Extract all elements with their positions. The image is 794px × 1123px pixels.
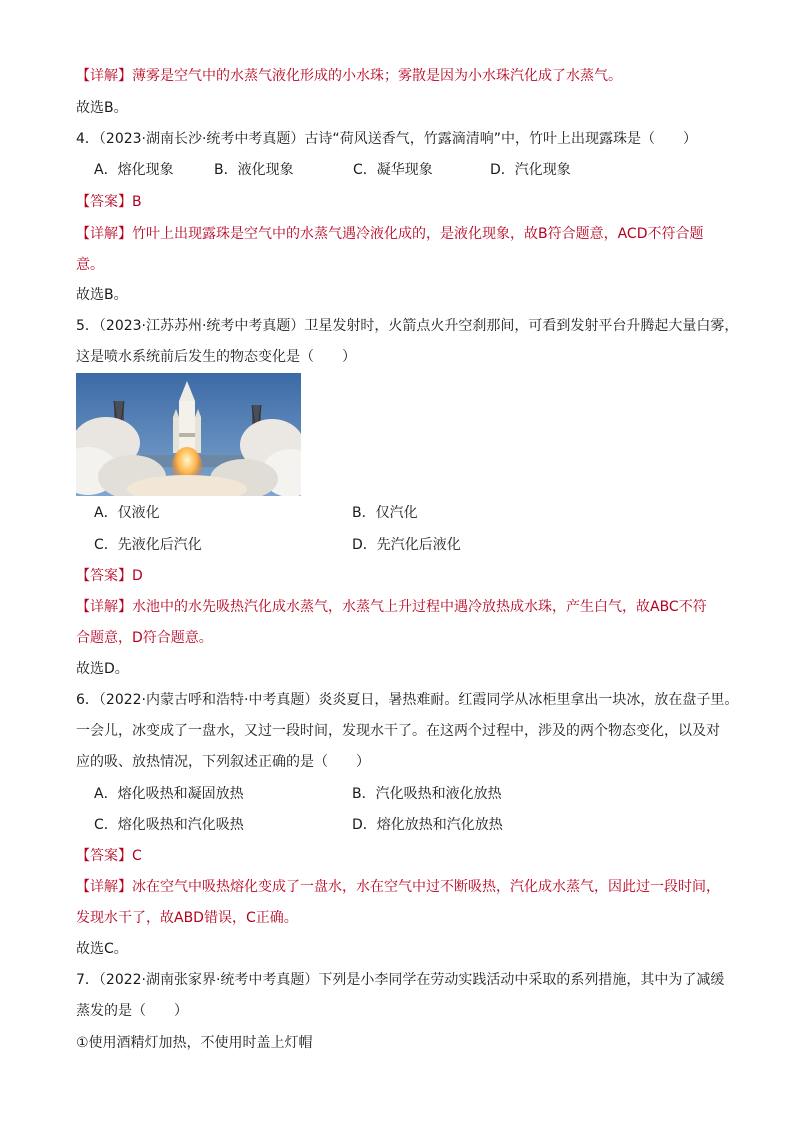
q6-stem-line2: 一会儿，冰变成了一盘水，又过一段时间，发现水干了。在这两个过程中，涉及的两个物态变化，以及对: [76, 723, 720, 739]
detail-tag: 【详解】: [76, 68, 132, 84]
q6-stem-line3: 应的吸、放热情况，下列叙述正确的是（ ）: [76, 754, 370, 770]
q5-conclusion: 故选D。: [76, 661, 129, 677]
q6-option-a: A．熔化吸热和凝固放热: [94, 786, 244, 802]
q4-stem: 4．（2023·湖南长沙·统考中考真题）古诗“荷风送香气，竹露滴清响”中，竹叶上出现露珠是（ ）: [76, 131, 697, 147]
q6-stem-line1: 6．（2022·内蒙古呼和浩特·中考真题）炎炎夏日，暑热难耐。红霞同学从冰柜里拿出一块冰，放在盘子里。: [76, 692, 739, 708]
q7-item-1: ①使用酒精灯加热，不使用时盖上灯帽: [76, 1035, 313, 1051]
detail-text: 水池中的水先吸热汽化成水蒸气，水蒸气上升过程中遇冷放热成水珠，产生白气，故ABC不符: [132, 599, 707, 615]
q4-option-c: C．凝华现象: [353, 162, 433, 178]
q4-option-b: B．液化现象: [214, 162, 294, 178]
answer-tag: 【答案】: [76, 568, 132, 584]
q7-stem-line2: 蒸发的是（ ）: [76, 1003, 188, 1019]
q5-detail-line2: 合题意，D符合题意。: [76, 630, 213, 646]
detail-text: 薄雾是空气中的水蒸气液化形成的小水珠；雾散是因为小水珠汽化成了水蒸气。: [132, 68, 622, 84]
q4-conclusion: 故选B。: [76, 287, 128, 303]
q4-answer: [76, 192, 726, 212]
rocket-launch-illustration: [76, 373, 301, 496]
q6-option-d: D．熔化放热和汽化放热: [352, 817, 503, 833]
q4-detail-line1: [76, 224, 726, 244]
q7-stem-line1: 7．（2022·湖南张家界·统考中考真题）下列是小李同学在劳动实践活动中采取的系列措施，其中为了减缓: [76, 972, 725, 988]
q5-stem-line1: 5．（2023·江苏苏州·统考中考真题）卫星发射时，火箭点火升空刹那间，可看到发射平台升腾起大量白雾，: [76, 318, 739, 334]
detail-tag: 【详解】: [76, 879, 132, 895]
q5-option-a: A．仅液化: [94, 505, 160, 521]
detail-text: 冰在空气中吸热熔化变成了一盘水，水在空气中过不断吸热，汽化成水蒸气，因此过一段时间，: [132, 879, 720, 895]
detail-tag: 【详解】: [76, 599, 132, 615]
q5-answer: [76, 566, 726, 586]
q6-detail-line2: 发现水干了，故ABD错误，C正确。: [76, 910, 298, 926]
q3-detail: [76, 66, 726, 86]
detail-text: 竹叶上出现露珠是空气中的水蒸气遇冷液化成的，是液化现象，故B符合题意，ACD不符合题: [132, 226, 704, 242]
q4-option-d: D．汽化现象: [490, 162, 571, 178]
answer-tag: 【答案】: [76, 848, 132, 864]
answer-tag: 【答案】: [76, 194, 132, 210]
q4-option-a: A．熔化现象: [94, 162, 174, 178]
q4-detail-line2: 意。: [76, 257, 104, 273]
q5-detail-line1: [76, 597, 726, 617]
q6-option-c: C．熔化吸热和汽化吸热: [94, 817, 244, 833]
q3-conclusion: 故选B。: [76, 100, 128, 116]
q5-stem-line2: 这是喷水系统前后发生的物态变化是（ ）: [76, 349, 356, 365]
q6-detail-line1: [76, 877, 726, 897]
answer-value: C: [132, 848, 142, 864]
answer-value: B: [132, 194, 142, 210]
detail-tag: 【详解】: [76, 226, 132, 242]
rocket-launch-image: [76, 373, 301, 496]
q5-option-c: C．先液化后汽化: [94, 537, 202, 553]
answer-value: D: [132, 568, 143, 584]
q6-answer: [76, 846, 726, 866]
q6-conclusion: 故选C。: [76, 941, 128, 957]
q6-option-b: B．汽化吸热和液化放热: [352, 786, 502, 802]
q5-option-d: D．先汽化后液化: [352, 537, 461, 553]
q5-option-b: B．仅汽化: [352, 505, 418, 521]
